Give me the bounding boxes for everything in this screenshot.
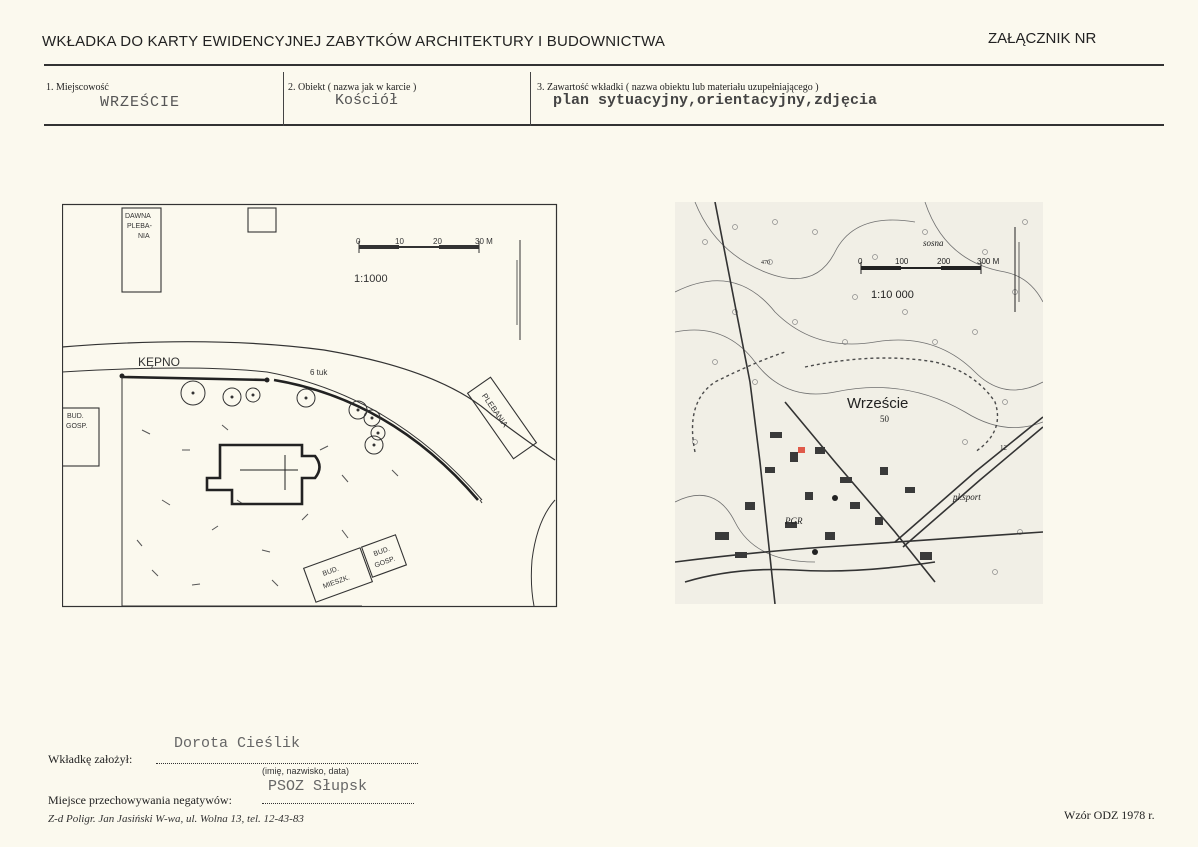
sosna-label: sosna bbox=[923, 238, 944, 248]
annex-number-label: ZAŁĄCZNIK NR bbox=[988, 30, 1097, 47]
sport-field-label: pl.sport bbox=[953, 492, 981, 502]
topo-scale-ratio: 1:10 000 bbox=[871, 289, 914, 301]
elevation-label: 12 bbox=[1000, 444, 1007, 452]
contents-label: 3. Zawartość wkładki ( nazwa obiektu lub materiału uzupełniającego ) bbox=[537, 82, 819, 93]
scale-ratio: 1:1000 bbox=[354, 273, 388, 285]
topo-scale-tick: 300 M bbox=[977, 257, 1000, 266]
object-label: 2. Obiekt ( nazwa jak w karcie ) bbox=[288, 82, 417, 93]
founded-by-hint: (imię, nazwisko, data) bbox=[262, 766, 350, 776]
header-top-rule bbox=[44, 64, 1164, 66]
form-version: Wzór ODZ 1978 r. bbox=[1064, 808, 1155, 822]
outbuilding-bottom-label-1: BUD. bbox=[372, 545, 391, 559]
old-rectory-label-2: PLEBA- bbox=[127, 223, 152, 230]
topo-scale-tick: 0 bbox=[858, 257, 863, 266]
scale-tick: 20 bbox=[433, 237, 442, 246]
old-rectory-label-1: DAWNA bbox=[125, 213, 151, 220]
scale-tick: 10 bbox=[395, 237, 404, 246]
outbuilding-bottom-label-2: GOSP. bbox=[373, 555, 397, 570]
founded-by-value: Dorota Cieślik bbox=[174, 735, 301, 752]
residential-label-1: BUD. bbox=[321, 565, 340, 578]
founded-by-dotted-line bbox=[156, 763, 418, 764]
field-separator bbox=[530, 72, 531, 126]
village-label: Wrzeście bbox=[847, 395, 909, 412]
outbuilding-left-label-2: GOSP. bbox=[66, 423, 88, 430]
document-title: WKŁADKA DO KARTY EWIDENCYJNEJ ZABYTKÓW ARCHITEKTURY I BUDOWNICTWA bbox=[42, 33, 666, 50]
founded-by-label: Wkładkę założył: bbox=[48, 752, 133, 766]
town-label: KĘPNO bbox=[138, 355, 181, 369]
locality-label: 1. Miejscowość bbox=[46, 82, 109, 93]
printer-imprint: Z-d Poligr. Jan Jasiński W-wa, ul. Wolna 13, tel. 12-43-83 bbox=[48, 813, 304, 825]
outbuilding-left-label-1: BUD. bbox=[67, 413, 84, 420]
locality-value: WRZEŚCIE bbox=[100, 94, 181, 111]
object-value: Kościół bbox=[335, 92, 399, 109]
pgr-label: PGR bbox=[785, 516, 803, 526]
village-number: 50 bbox=[880, 414, 889, 424]
storage-label: Miejsce przechowywania negatywów: bbox=[48, 793, 232, 807]
topo-scale-tick: 100 bbox=[895, 257, 909, 266]
field-separator bbox=[283, 72, 284, 126]
storage-dotted-line bbox=[262, 803, 414, 804]
old-rectory-label-3: NIA bbox=[138, 233, 150, 240]
rectory-label: PLEBANIA bbox=[479, 391, 510, 429]
contents-value: plan sytuacyjny,orientacyjny,zdjęcia bbox=[553, 92, 878, 109]
header-bottom-rule bbox=[44, 124, 1164, 126]
site-plan-sketch bbox=[62, 200, 560, 610]
topo-scale-tick: 200 bbox=[937, 257, 951, 266]
topographic-map bbox=[675, 202, 1043, 604]
residential-label-2: MIESZK. bbox=[322, 574, 351, 591]
trees-label: 6 tuk bbox=[310, 368, 328, 377]
elevation-label: 470 bbox=[761, 260, 770, 266]
scale-tick: 30 M bbox=[475, 237, 493, 246]
scale-tick: 0 bbox=[356, 237, 361, 246]
storage-value: PSOZ Słupsk bbox=[268, 778, 368, 795]
church-marker bbox=[798, 447, 805, 453]
